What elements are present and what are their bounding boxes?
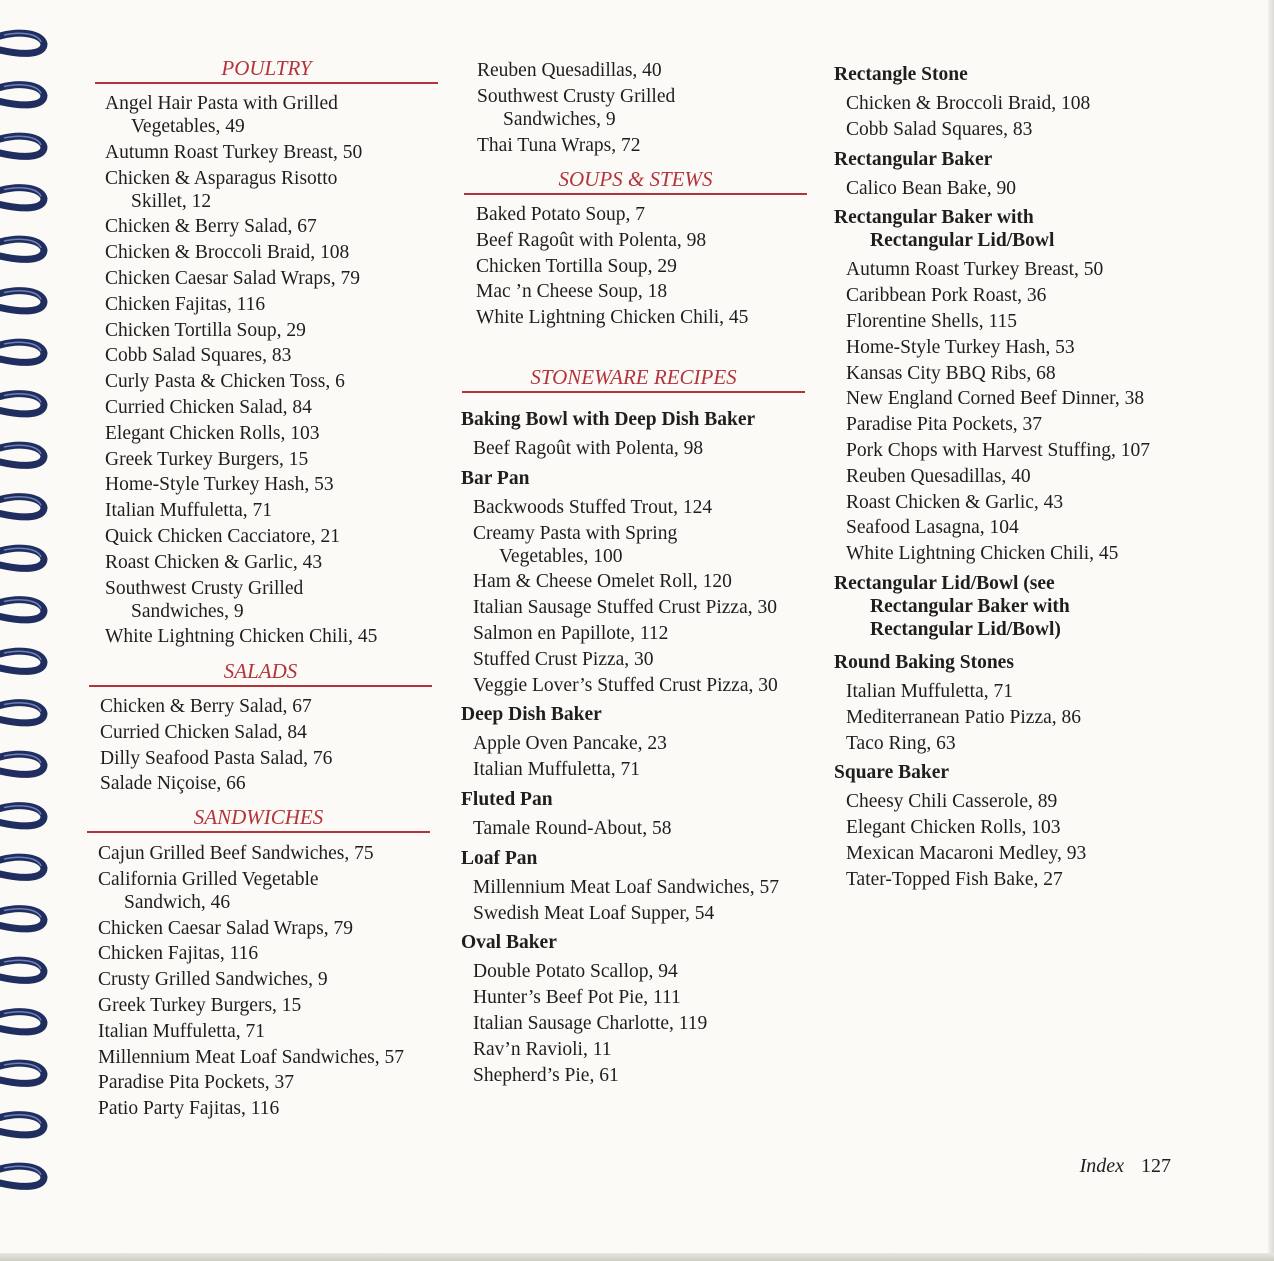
entry-text: Deep Dish Baker xyxy=(461,704,602,726)
index-subheading xyxy=(834,206,1054,252)
entry-text: Hunter’s Beef Pot Pie, 111 xyxy=(473,987,681,1009)
entry-continuation: Sandwich, 46 xyxy=(124,891,231,913)
index-entry xyxy=(473,570,732,593)
entry-text: Chicken & Broccoli Braid, 108 xyxy=(105,242,350,264)
index-entry xyxy=(846,439,1150,462)
index-entry xyxy=(473,876,779,899)
index-entry xyxy=(473,732,667,755)
entry-continuation: Rectangular Lid/Bowl xyxy=(870,230,1055,252)
index-entry xyxy=(473,1064,619,1087)
index-entry xyxy=(473,437,703,460)
entry-text: Curly Pasta & Chicken Toss, 6 xyxy=(105,371,345,393)
entry-text: Chicken Tortilla Soup, 29 xyxy=(105,319,306,341)
entry-text: Crusty Grilled Sandwiches, 9 xyxy=(98,969,328,991)
spiral-binding xyxy=(0,0,60,1261)
index-entry xyxy=(105,525,340,548)
page-number: 127 xyxy=(1141,1155,1171,1177)
entry-text: Italian Sausage Stuffed Crust Pizza, 30 xyxy=(473,597,777,619)
index-entry xyxy=(846,732,956,755)
spiral-coil xyxy=(0,857,44,877)
index-entry xyxy=(846,177,1016,200)
page-footer xyxy=(1080,1155,1171,1178)
entry-text: Baked Potato Soup, 7 xyxy=(476,204,645,225)
spiral-coil xyxy=(0,291,44,311)
index-entry xyxy=(105,370,345,393)
index-entry xyxy=(105,625,377,648)
entry-text: Pork Chops with Harvest Stuffing, 107 xyxy=(846,440,1151,461)
entry-text: Chicken & Berry Salad, 67 xyxy=(105,216,317,238)
index-entry xyxy=(105,141,362,164)
entry-text: Caribbean Pork Roast, 36 xyxy=(846,285,1047,307)
entry-text: White Lightning Chicken Chili, 45 xyxy=(105,626,378,648)
spiral-coil xyxy=(0,960,44,980)
index-entry xyxy=(105,499,272,522)
entry-text: Taco Ring, 63 xyxy=(846,732,956,754)
index-entry xyxy=(476,255,677,278)
index-subheading xyxy=(461,931,557,954)
index-entry xyxy=(105,577,303,623)
entry-text: Backwoods Stuffed Trout, 124 xyxy=(473,496,713,518)
index-entry xyxy=(473,758,640,781)
index-entry xyxy=(98,994,301,1017)
index-entry xyxy=(98,917,353,940)
entry-text: Oval Baker xyxy=(461,932,557,954)
index-entry xyxy=(476,280,667,303)
entry-text: Italian Sausage Charlotte, 119 xyxy=(473,1013,708,1034)
entry-text: Mexican Macaroni Medley, 93 xyxy=(846,843,1087,864)
spiral-coil xyxy=(0,394,44,414)
index-entry xyxy=(846,118,1032,141)
index-entry xyxy=(100,772,246,795)
spiral-coil xyxy=(0,85,44,105)
index-entry xyxy=(100,721,307,744)
index-entry xyxy=(476,203,645,226)
entry-text: Home-Style Turkey Hash, 53 xyxy=(846,336,1075,358)
index-entry xyxy=(473,674,778,697)
spiral-coil xyxy=(0,136,44,156)
entry-text: Chicken Caesar Salad Wraps, 79 xyxy=(105,268,360,289)
entry-text: Stuffed Crust Pizza, 30 xyxy=(473,648,654,670)
index-entry xyxy=(105,293,265,316)
entry-text: Chicken & Asparagus Risotto xyxy=(105,167,338,189)
entry-text: Apple Oven Pancake, 23 xyxy=(473,733,667,755)
index-entry xyxy=(846,706,1081,729)
entry-text: Curried Chicken Salad, 84 xyxy=(105,397,312,418)
entry-continuation: Rectangular Baker with xyxy=(870,596,1070,617)
entry-text: Chicken & Berry Salad, 67 xyxy=(100,696,312,717)
entry-text: Elegant Chicken Rolls, 103 xyxy=(846,817,1061,839)
index-entry xyxy=(105,551,322,574)
entry-continuation: Skillet, 12 xyxy=(131,190,212,212)
index-entry xyxy=(476,306,748,329)
index-subheading xyxy=(461,703,602,726)
index-entry xyxy=(98,1046,404,1069)
entry-text: Patio Party Fajitas, 116 xyxy=(98,1098,280,1120)
index-entry xyxy=(477,85,675,131)
spiral-coil xyxy=(0,651,44,671)
index-entry xyxy=(846,258,1103,281)
entry-text: Greek Turkey Burgers, 15 xyxy=(105,448,309,470)
entry-text: Fluted Pan xyxy=(461,789,553,810)
entry-text: Roast Chicken & Garlic, 43 xyxy=(846,491,1064,513)
entry-text: Rectangular Baker xyxy=(834,148,993,170)
entry-text: Swedish Meat Loaf Supper, 54 xyxy=(473,902,715,924)
entry-text: Creamy Pasta with Spring xyxy=(473,522,678,544)
index-entry xyxy=(846,284,1046,307)
index-entry xyxy=(846,842,1086,865)
entry-text: Mac ’n Cheese Soup, 18 xyxy=(476,281,668,303)
index-subheading xyxy=(834,63,968,86)
entry-text: Seafood Lasagna, 104 xyxy=(846,517,1019,539)
entry-text: Paradise Pita Pockets, 37 xyxy=(846,414,1043,436)
index-entry xyxy=(473,522,677,568)
entry-text: Chicken Caesar Salad Wraps, 79 xyxy=(98,917,353,939)
entry-text: Shepherd’s Pie, 61 xyxy=(473,1064,619,1086)
entry-text: New England Corned Beef Dinner, 38 xyxy=(846,388,1145,410)
index-entry xyxy=(477,134,641,157)
section-heading: SALADS xyxy=(89,659,432,687)
entry-text: Quick Chicken Cacciatore, 21 xyxy=(105,526,340,547)
entry-text: Home-Style Turkey Hash, 53 xyxy=(105,474,334,496)
index-entry xyxy=(846,680,1013,703)
index-subheading xyxy=(461,408,755,431)
index-entry xyxy=(105,319,306,342)
entry-text: Chicken Fajitas, 116 xyxy=(105,293,266,315)
spiral-coil xyxy=(0,188,44,208)
section-heading: POULTRY xyxy=(95,56,438,84)
spiral-coil xyxy=(0,1063,44,1083)
page-edge xyxy=(1268,0,1274,1261)
index-entry xyxy=(473,596,777,619)
entry-text: Square Baker xyxy=(834,762,950,784)
index-entry xyxy=(105,92,338,138)
entry-continuation: Rectangular Lid/Bowl) xyxy=(870,619,1061,640)
entry-text: Cajun Grilled Beef Sandwiches, 75 xyxy=(98,843,374,864)
index-entry xyxy=(105,167,337,213)
index-entry xyxy=(846,310,1017,333)
entry-text: Italian Muffuletta, 71 xyxy=(105,500,272,522)
entry-continuation: Sandwiches, 9 xyxy=(503,108,616,130)
entry-text: Roast Chicken & Garlic, 43 xyxy=(105,551,323,573)
index-entry xyxy=(473,1012,707,1035)
index-entry xyxy=(98,968,328,991)
entry-text: California Grilled Vegetable xyxy=(98,868,319,890)
entry-text: Cobb Salad Squares, 83 xyxy=(846,118,1033,140)
index-entry xyxy=(105,215,317,238)
index-entry xyxy=(473,960,678,983)
index-entry xyxy=(98,1020,265,1043)
index-entry xyxy=(846,362,1056,385)
index-subheading xyxy=(834,651,1014,674)
entry-text: Dilly Seafood Pasta Salad, 76 xyxy=(100,747,333,769)
index-entry xyxy=(846,413,1042,436)
entry-text: White Lightning Chicken Chili, 45 xyxy=(846,543,1119,565)
spiral-coil xyxy=(0,239,44,259)
entry-text: Greek Turkey Burgers, 15 xyxy=(98,995,302,1016)
index-entry xyxy=(846,465,1031,488)
index-subheading xyxy=(461,847,537,870)
index-entry xyxy=(98,942,258,965)
index-entry xyxy=(98,1071,294,1094)
index-entry xyxy=(473,817,671,840)
spiral-coil xyxy=(0,342,44,362)
entry-text: Round Baking Stones xyxy=(834,652,1014,673)
index-entry xyxy=(105,267,360,290)
index-entry xyxy=(473,496,712,519)
spiral-coil xyxy=(0,1115,44,1135)
entry-text: Elegant Chicken Rolls, 103 xyxy=(105,422,320,444)
spiral-coil xyxy=(0,909,44,929)
entry-text: Ham & Cheese Omelet Roll, 120 xyxy=(473,571,732,593)
index-entry xyxy=(98,842,374,865)
index-entry xyxy=(473,902,714,925)
spiral-coil xyxy=(0,497,44,517)
entry-text: Angel Hair Pasta with Grilled xyxy=(105,93,338,114)
index-entry xyxy=(846,92,1090,115)
entry-continuation: Vegetables, 100 xyxy=(499,545,623,567)
index-entry xyxy=(473,1038,611,1061)
entry-text: Millennium Meat Loaf Sandwiches, 57 xyxy=(98,1046,404,1068)
index-entry xyxy=(846,790,1057,813)
entry-text: Chicken & Broccoli Braid, 108 xyxy=(846,93,1091,114)
entry-text: Curried Chicken Salad, 84 xyxy=(100,721,307,743)
entry-text: Beef Ragoût with Polenta, 98 xyxy=(476,229,707,251)
index-entry xyxy=(846,868,1063,891)
entry-text: Mediterranean Patio Pizza, 86 xyxy=(846,706,1081,728)
entry-text: Chicken Tortilla Soup, 29 xyxy=(476,255,677,277)
entry-text: Salade Niçoise, 66 xyxy=(100,773,246,795)
entry-text: Loaf Pan xyxy=(461,847,538,869)
index-subheading xyxy=(834,148,992,171)
entry-text: Veggie Lover’s Stuffed Crust Pizza, 30 xyxy=(473,674,778,696)
index-subheading xyxy=(461,788,553,811)
entry-text: Rectangular Lid/Bowl (see xyxy=(834,573,1055,594)
entry-text: Cheesy Chili Casserole, 89 xyxy=(846,791,1058,813)
spiral-coil xyxy=(0,33,44,53)
entry-text: Italian Muffuletta, 71 xyxy=(473,759,640,781)
index-subheading xyxy=(834,761,949,784)
footer-label: Index xyxy=(1079,1155,1124,1177)
spiral-coil xyxy=(0,754,44,774)
entry-text: Calico Bean Bake, 90 xyxy=(846,177,1017,199)
section-heading: SOUPS & STEWS xyxy=(464,167,807,195)
index-entry xyxy=(473,648,654,671)
entry-text: Beef Ragoût with Polenta, 98 xyxy=(473,438,704,459)
index-entry xyxy=(100,747,332,770)
index-entry xyxy=(477,59,662,82)
entry-text: Autumn Roast Turkey Breast, 50 xyxy=(846,259,1104,281)
index-entry xyxy=(846,542,1118,565)
index-entry xyxy=(846,816,1060,839)
index-entry xyxy=(846,516,1019,539)
section-heading: SANDWICHES xyxy=(87,805,430,833)
entry-text: Autumn Roast Turkey Breast, 50 xyxy=(105,141,363,163)
entry-continuation: Sandwiches, 9 xyxy=(131,600,244,622)
entry-text: Florentine Shells, 115 xyxy=(846,311,1017,332)
spiral-coil xyxy=(0,445,44,465)
spiral-coil xyxy=(0,1166,44,1186)
index-subheading xyxy=(461,467,529,490)
index-entry xyxy=(846,491,1063,514)
entry-text: Southwest Crusty Grilled xyxy=(477,85,676,107)
entry-text: Italian Muffuletta, 71 xyxy=(98,1020,265,1042)
index-entry xyxy=(98,868,319,914)
entry-text: Rav’n Ravioli, 11 xyxy=(473,1038,612,1060)
entry-text: Italian Muffuletta, 71 xyxy=(846,681,1013,702)
spiral-coil xyxy=(0,806,44,826)
entry-text: Double Potato Scallop, 94 xyxy=(473,961,678,983)
entry-text: Kansas City BBQ Ribs, 68 xyxy=(846,362,1056,384)
index-entry xyxy=(105,396,312,419)
index-entry xyxy=(105,473,334,496)
index-entry xyxy=(473,986,681,1009)
spiral-coil xyxy=(0,600,44,620)
index-entry xyxy=(846,387,1144,410)
index-entry xyxy=(105,422,319,445)
entry-text: Salmon en Papillote, 112 xyxy=(473,623,669,644)
index-subheading xyxy=(834,572,1070,641)
entry-text: Reuben Quesadillas, 40 xyxy=(846,465,1031,487)
entry-text: Cobb Salad Squares, 83 xyxy=(105,345,292,367)
entry-text: Paradise Pita Pockets, 37 xyxy=(98,1072,295,1094)
entry-text: Tamale Round-About, 58 xyxy=(473,818,672,839)
entry-text: Southwest Crusty Grilled xyxy=(105,577,304,599)
entry-text: Millennium Meat Loaf Sandwiches, 57 xyxy=(473,876,779,898)
entry-text: Bar Pan xyxy=(461,467,530,489)
entry-text: Rectangular Baker with xyxy=(834,207,1034,229)
index-entry xyxy=(105,344,291,367)
entry-text: Baking Bowl with Deep Dish Baker xyxy=(461,409,756,430)
page-bottom-edge xyxy=(0,1253,1274,1261)
section-heading: STONEWARE RECIPES xyxy=(462,365,805,393)
spiral-coil xyxy=(0,1012,44,1032)
index-entry xyxy=(98,1097,279,1120)
index-entry xyxy=(476,229,706,252)
index-entry xyxy=(473,622,668,645)
entry-text: Thai Tuna Wraps, 72 xyxy=(477,134,641,156)
index-entry xyxy=(846,336,1075,359)
spiral-coil xyxy=(0,548,44,568)
spiral-coil xyxy=(0,703,44,723)
entry-text: Rectangle Stone xyxy=(834,64,968,85)
index-entry xyxy=(100,695,312,718)
index-entry xyxy=(105,448,308,471)
entry-text: Chicken Fajitas, 116 xyxy=(98,943,259,965)
index-entry xyxy=(105,241,349,264)
entry-text: Reuben Quesadillas, 40 xyxy=(477,60,662,81)
entry-text: White Lightning Chicken Chili, 45 xyxy=(476,307,749,329)
entry-text: Tater-Topped Fish Bake, 27 xyxy=(846,868,1063,890)
entry-continuation: Vegetables, 49 xyxy=(131,116,245,137)
